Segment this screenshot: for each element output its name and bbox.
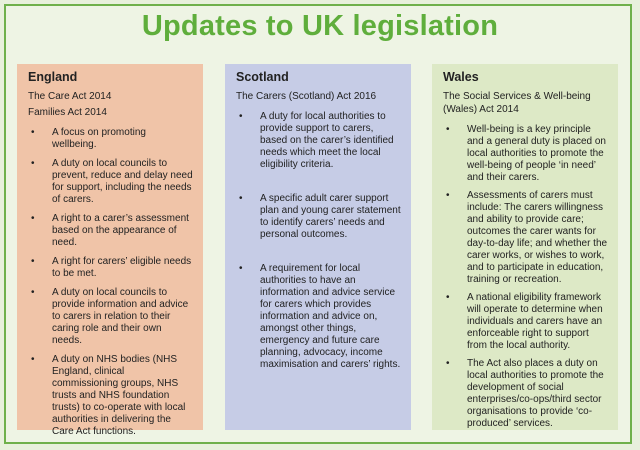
list-item: [28, 256, 193, 280]
page-title: Updates to UK legislation: [141, 10, 499, 42]
column-heading: Scotland: [236, 70, 289, 84]
bullet-list: [443, 124, 608, 430]
bullet-list: [28, 127, 193, 438]
list-item-text: Well-being is a key principle and a general duty is placed on local authorities to promote the well-being of people ‘in need’ and their carers.: [467, 124, 606, 183]
list-item: [28, 287, 193, 347]
bullet-icon: •: [31, 213, 35, 224]
bullet-icon: •: [239, 193, 243, 204]
list-item-text: A duty on NHS bodies (NHS England, clinical commissioning groups, NHS trusts and NHS foundation trusts) to co-operate with local authorities in delivering the Care Act functions.: [52, 354, 186, 437]
bullet-icon: •: [446, 358, 450, 369]
bullet-list: [236, 111, 401, 371]
list-item-text: A specific adult carer support plan and young carer statement to identify carers’ needs and personal outcomes.: [260, 193, 401, 240]
list-item: [28, 127, 193, 151]
list-item-text: A national eligibility framework will operate to determine when individuals and carers have an enforceable right to support from the local authority.: [467, 292, 603, 351]
column-scotland: [225, 64, 411, 430]
list-item-text: The Act also places a duty on local authorities to promote the development of social enterprises/co-ops/third sector organisations to provide ‘co-produced’ services.: [467, 358, 604, 429]
bullet-icon: •: [31, 287, 35, 298]
list-item: [28, 354, 193, 438]
act-list: [28, 90, 193, 119]
act-name: The Care Act 2014: [28, 91, 112, 102]
column-heading: Wales: [443, 70, 479, 84]
list-item: [236, 111, 401, 171]
column-wales: [432, 64, 618, 430]
list-item: [236, 263, 401, 371]
act-list: [236, 90, 401, 103]
list-item: [443, 292, 608, 352]
list-item-text: A right to a carer’s assessment based on the appearance of need.: [52, 213, 189, 248]
list-item: [28, 158, 193, 206]
list-item: [443, 190, 608, 286]
list-item-text: A duty for local authorities to provide support to carers, based on the carer’s identified needs which meet the local eligibility criteria.: [260, 111, 394, 170]
act-name: The Social Services & Well-being (Wales) Act 2014: [443, 91, 591, 115]
list-item-text: A right for carers’ eligible needs to be met.: [52, 256, 192, 279]
column-england: [17, 64, 203, 437]
list-item: [443, 124, 608, 184]
act-name: The Carers (Scotland) Act 2016: [236, 91, 377, 102]
bullet-icon: •: [239, 263, 243, 274]
bullet-icon: •: [31, 256, 35, 267]
list-item-text: A duty on local councils to prevent, reduce and delay need for support, including the needs of carers.: [52, 158, 193, 205]
list-item-text: A requirement for local authorities to have an information and advice service for carers which provides information and advice on, amongst other things, emergency and future care planning, advocacy, income maximisation and carers’ rights.: [260, 263, 401, 370]
list-item-text: A focus on promoting wellbeing.: [52, 127, 146, 150]
bullet-icon: •: [446, 190, 450, 201]
bullet-icon: •: [31, 127, 35, 138]
act-name: Families Act 2014: [28, 107, 107, 118]
list-item: [443, 358, 608, 430]
bullet-icon: •: [31, 354, 35, 365]
bullet-icon: •: [31, 158, 35, 169]
bullet-icon: •: [446, 124, 450, 135]
bullet-icon: •: [239, 111, 243, 122]
list-item-text: A duty on local councils to provide information and advice to carers in relation to their caring role and their own needs.: [52, 287, 189, 346]
bullet-icon: •: [446, 292, 450, 303]
list-item: [236, 193, 401, 241]
act-list: [443, 90, 608, 116]
column-heading: England: [28, 70, 78, 84]
list-item: [28, 213, 193, 249]
list-item-text: Assessments of carers must include: The carers willingness and ability to provide care; outcomes the carer wants for day-to-day life; and whether the carer works, or wishes to work, and to participate in education, training or recreation.: [467, 190, 608, 285]
